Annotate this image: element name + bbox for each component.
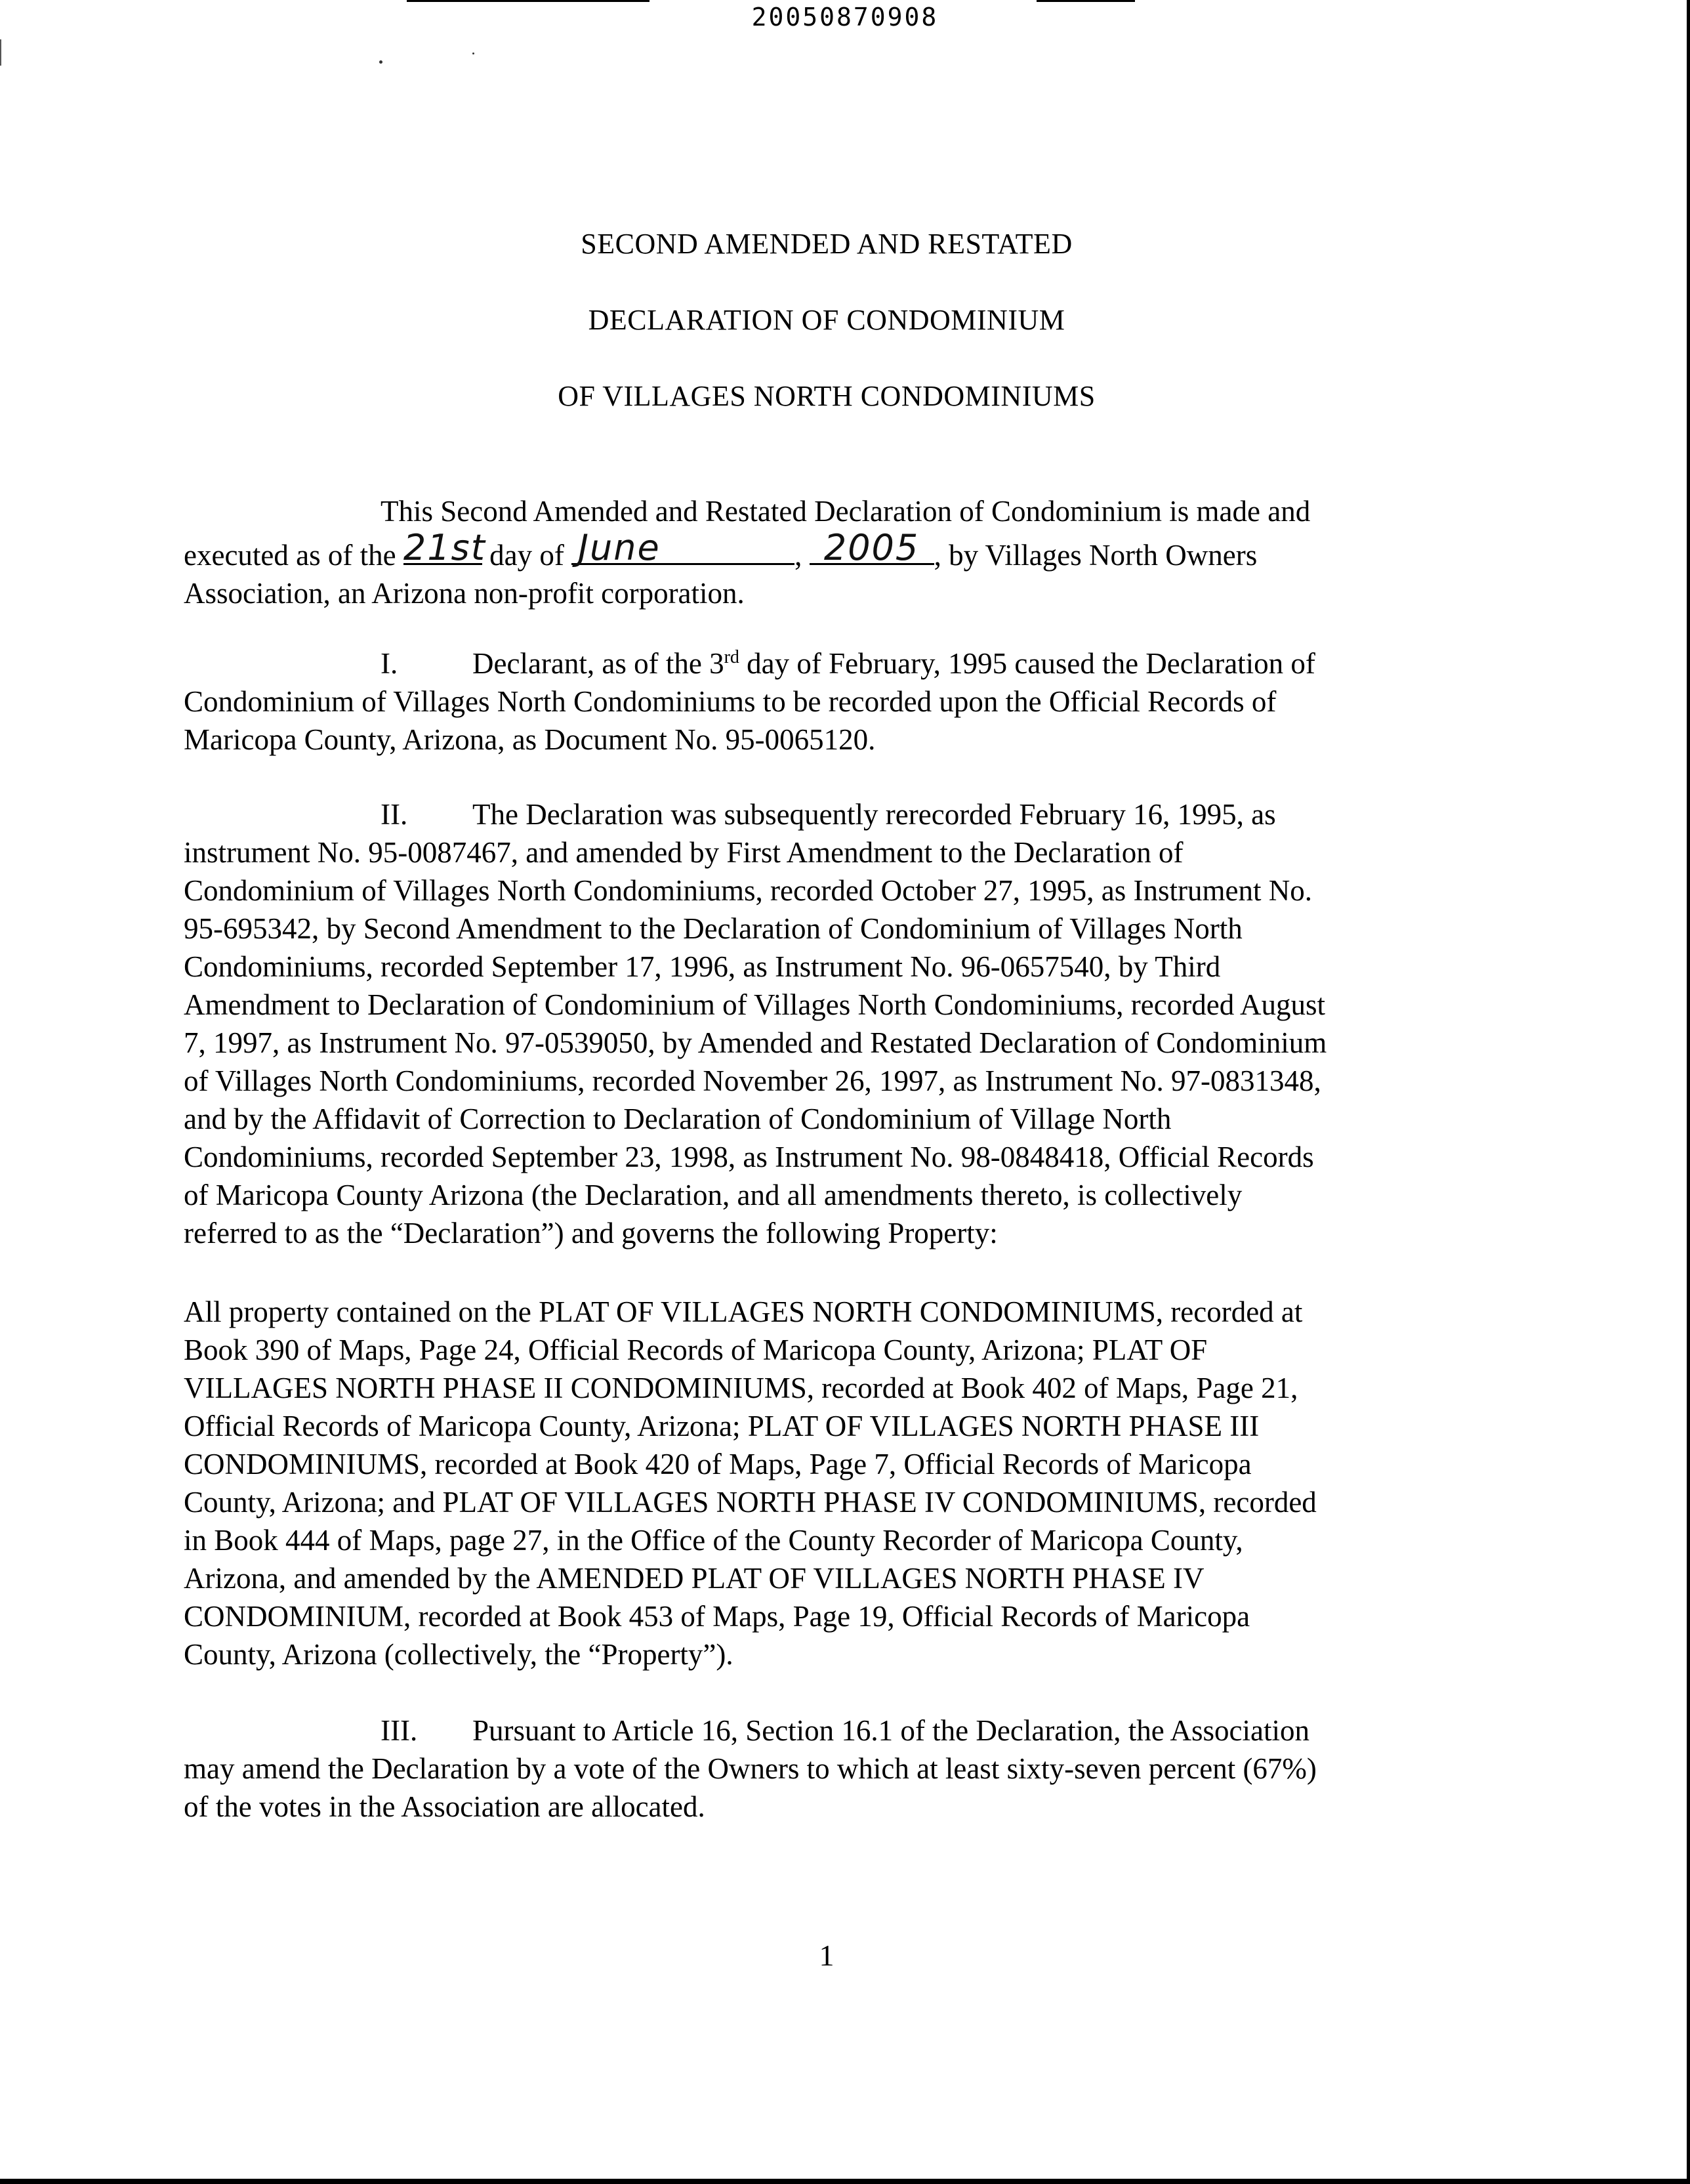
scan-speck [472, 52, 474, 54]
text-line: instrument No. 95-0087467, and amended by First Amendment to the Declaration of [184, 836, 1184, 869]
handwritten-year: 2005 [823, 527, 920, 568]
text-line: referred to as the “Declaration”) and governs the following Property: [184, 1217, 998, 1250]
scan-edge [0, 2179, 1690, 2184]
text-line: 7, 1997, as Instrument No. 97-0539050, by Amended and Restated Declaration of Condominium [184, 1026, 1327, 1059]
text-line: may amend the Declaration by a vote of the Owners to which at least sixty-seven percent (67%) [184, 1752, 1317, 1785]
text-line: Maricopa County, Arizona, as Document No. 95-0065120. [184, 723, 876, 756]
text-line: III. Pursuant to Article 16, Section 16.1 of the Declaration, the Association [184, 1712, 1470, 1750]
document-title-line: DECLARATION OF CONDOMINIUM [588, 304, 1065, 336]
month-blank [571, 527, 794, 568]
day-blank [403, 527, 486, 568]
text-line: Official Records of Maricopa County, Arizona; PLAT OF VILLAGES NORTH PHASE III [184, 1410, 1260, 1442]
text-line: CONDOMINIUM, recorded at Book 453 of Maps, Page 19, Official Records of Maricopa [184, 1600, 1250, 1633]
section-numeral: III. [381, 1714, 418, 1747]
text-line: Association, an Arizona non-profit corporation. [184, 577, 745, 610]
text-line: All property contained on the PLAT OF VILLAGES NORTH CONDOMINIUMS, recorded at [184, 1295, 1303, 1328]
text-line: Condominiums, recorded September 23, 1998, as Instrument No. 98-0848418, Official Records [184, 1141, 1314, 1173]
text-line: of Villages North Condominiums, recorded November 26, 1997, as Instrument No. 97-0831348, [184, 1064, 1321, 1097]
recording-number: 20050870908 [751, 3, 939, 32]
text-line: County, Arizona (collectively, the “Property”). [184, 1638, 733, 1671]
section-numeral: II. [381, 798, 408, 831]
text-line: Condominiums, recorded September 17, 1996, as Instrument No. 96-0657540, by Third [184, 950, 1221, 983]
text-line: Condominium of Villages North Condominiums, recorded October 27, 1995, as Instrument No. [184, 874, 1312, 907]
text-line: executed as of the 21st day of June , 2005 , by Villages North Owners [184, 527, 1258, 572]
text-line: Arizona, and amended by the AMENDED PLAT OF VILLAGES NORTH PHASE IV [184, 1562, 1205, 1595]
text-line: County, Arizona; and PLAT OF VILLAGES NORTH PHASE IV CONDOMINIUMS, recorded [184, 1486, 1317, 1519]
text-line: 95-695342, by Second Amendment to the Declaration of Condominium of Villages North [184, 912, 1243, 945]
scan-artifact [1037, 0, 1135, 2]
scan-edge [0, 39, 1, 66]
section-3 [184, 1712, 1470, 1826]
section-2 [184, 795, 1470, 1252]
text-line: I. Declarant, as of the 3rd day of February, 1995 caused the Declaration of [184, 644, 1470, 682]
text-line: Book 390 of Maps, Page 24, Official Records of Maricopa County, Arizona; PLAT OF [184, 1334, 1208, 1366]
section-numeral: I. [381, 647, 398, 680]
intro-paragraph [184, 492, 1470, 612]
handwritten-month: June [578, 527, 661, 568]
text-line: Amendment to Declaration of Condominium of Villages North Condominiums, recorded August [184, 988, 1325, 1021]
scan-edge [1687, 0, 1690, 2184]
text-line: and by the Affidavit of Correction to Declaration of Condominium of Village North [184, 1102, 1172, 1135]
text-line: CONDOMINIUMS, recorded at Book 420 of Maps, Page 7, Official Records of Maricopa [184, 1448, 1252, 1480]
property-description [184, 1293, 1470, 1673]
year-blank [810, 527, 934, 568]
text-line: in Book 444 of Maps, page 27, in the Office of the County Recorder of Maricopa County, [184, 1524, 1243, 1557]
page-number: 1 [819, 1939, 835, 1972]
text-line: II. The Declaration was subsequently rerecorded February 16, 1995, as [184, 795, 1470, 833]
text-line: VILLAGES NORTH PHASE II CONDOMINIUMS, recorded at Book 402 of Maps, Page 21, [184, 1372, 1298, 1404]
section-1 [184, 644, 1470, 759]
document-title-line: OF VILLAGES NORTH CONDOMINIUMS [558, 380, 1096, 412]
scan-speck [379, 60, 382, 64]
scan-artifact [407, 0, 649, 2]
text-line: of Maricopa County Arizona (the Declaration, and all amendments thereto, is collectively [184, 1179, 1243, 1211]
text-line: Condominium of Villages North Condominiums to be recorded upon the Official Records of [184, 685, 1277, 718]
document-title-line: SECOND AMENDED AND RESTATED [581, 228, 1073, 260]
text-line: This Second Amended and Restated Declaration of Condominium is made and [381, 495, 1311, 528]
text-line: of the votes in the Association are allocated. [184, 1790, 705, 1823]
handwritten-day: 21st [403, 527, 486, 568]
